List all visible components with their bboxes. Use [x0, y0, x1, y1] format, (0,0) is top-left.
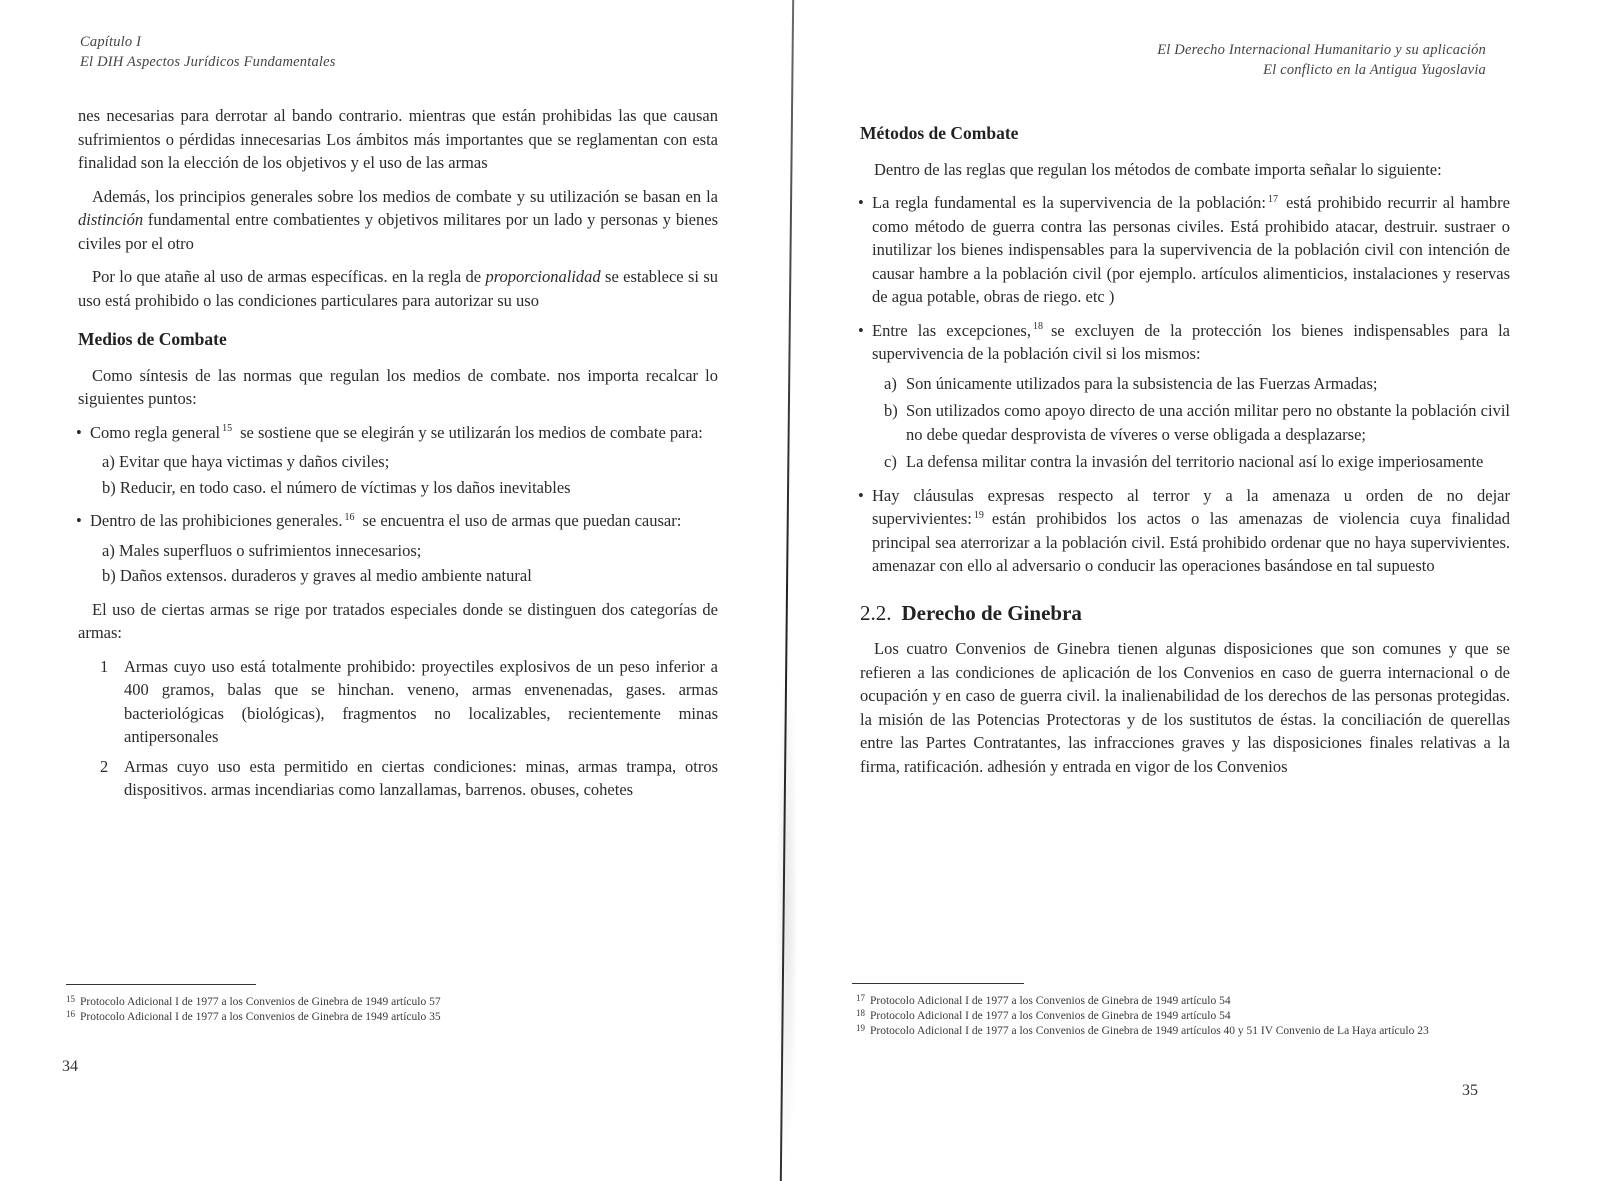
sub-item [884, 450, 1510, 474]
footnote [856, 1009, 1496, 1024]
text: están prohibidos los actos o las amenazas de violencia cuya finalidad principal sea aterrorizar a la población civil. Está prohibido ordenar que no haya supervivientes. amenazar con ello al adversario o conducir las operaciones basándose en tal supuesto [872, 509, 1510, 575]
numbered-item [100, 755, 718, 802]
footnote-divider [66, 984, 256, 985]
paragraph: nes necesarias para derrotar al bando contrario. mientras que están prohibidas las que causan sufrimientos o pérdidas innecesarias Los ámbitos más importantes que se reglamentan con esta finalidad son la elección de los objetivos y el uso de las armas [78, 106, 718, 172]
text: Dentro de las prohibiciones generales. [90, 511, 343, 530]
book-title: El Derecho Internacional Humanitario y su aplicación [1157, 42, 1486, 58]
text: Además, los principios generales sobre los medios de combate y su utilización se basan en la [92, 186, 718, 206]
footnote-text: Protocolo Adicional I de 1977 a los Convenios de Ginebra de 1949 artículos 40 y 51 IV Convenio de La Haya artículo 23 [870, 1025, 1429, 1037]
item-marker: c) [884, 452, 897, 471]
footnote-divider [852, 983, 1024, 984]
section-intro: Dentro de las reglas que regulan los métodos de combate importa señalar lo siguiente: [874, 159, 1442, 179]
footnote-text: Protocolo Adicional I de 1977 a los Convenios de Ginebra de 1949 artículo 54 [870, 995, 1231, 1007]
left-running-head [80, 32, 336, 72]
paragraph-distincion [78, 185, 718, 256]
bullet-item [860, 319, 1510, 474]
text: Son únicamente utilizados para la subsistencia de las Fuerzas Armadas; [906, 373, 1378, 393]
chapter-title: El DIH Aspectos Jurídicos Fundamentales [80, 54, 336, 70]
section-heading-ginebra [860, 602, 1510, 626]
text: Entre las excepciones, [872, 320, 1031, 340]
text: Armas cuyo uso está totalmente prohibido: proyectiles explosivos de un peso inferior a 400 gramos, balas que se hinchan. veneno, armas envenenadas, gases. armas bacteriológicas (biológicas), fragmentos no localizables, recientemente minas antipersonales [124, 656, 718, 746]
footnote-text: Protocolo Adicional I de 1977 a los Convenios de Ginebra de 1949 artículo 54 [870, 1010, 1231, 1022]
section-heading-medios: Medios de Combate [78, 329, 227, 349]
text: Son utilizados como apoyo directo de una acción militar pero no obstante la población civil no debe quedar desprovista de víveres o verse obligada a desplazarse; [906, 401, 1510, 444]
footnote-ref[interactable]: 16 [344, 511, 355, 523]
text: se encuentra el uso de armas que puedan causar: [362, 511, 682, 530]
right-running-head [1157, 40, 1486, 80]
section-heading-metodos: Métodos de Combate [860, 123, 1019, 143]
text: fundamental entre combatientes y objetivos militares por un lado y personas y bienes civiles por el otro [78, 210, 718, 253]
footnote-ref[interactable]: 17 [1267, 193, 1278, 205]
bullet-item [78, 421, 718, 500]
footnote-ref[interactable]: 18 [1032, 321, 1043, 332]
sub-item: b) Daños extensos. duraderos y graves al medio ambiente natural [102, 566, 532, 585]
book-subtitle: El conflicto en la Antigua Yugoslavia [1263, 62, 1486, 78]
section-title: Derecho de Ginebra [901, 600, 1082, 625]
left-body [78, 104, 718, 808]
footnote-number: 18 [856, 1008, 865, 1018]
sub-item: b) Reducir, en todo caso. el número de víctimas y los daños inevitables [102, 477, 571, 497]
item-marker: b) [884, 401, 898, 420]
footnote-ref[interactable]: 15 [222, 423, 233, 434]
section-number: 2.2. [860, 600, 892, 625]
bullet-list [860, 191, 1510, 578]
bullet-item [860, 484, 1510, 578]
item-marker: 2 [100, 756, 109, 776]
text: Hay cláusulas expresas respecto al terror y a la amenaza u orden de no dejar supervivientes: [872, 485, 1510, 528]
footnote [66, 995, 586, 1010]
paragraph-proporcionalidad [78, 265, 718, 312]
sub-item [884, 372, 1510, 396]
footnote-text: Protocolo Adicional I de 1977 a los Convenios de Ginebra de 1949 artículo 57 [80, 996, 441, 1008]
emphasis-term: proporcionalidad [485, 267, 601, 286]
right-body [860, 106, 1510, 788]
section-intro: Como síntesis de las normas que regulan los medios de combate. nos importa recalcar lo siguientes puntos: [78, 365, 718, 408]
item-marker: 1 [100, 656, 109, 676]
text: Armas cuyo uso esta permitido en ciertas condiciones: minas, armas trampa, otros dispositivos. armas incendiarias como lanzallamas, barrenos. obuses, cohetes [124, 756, 718, 799]
numbered-item [100, 655, 718, 749]
text: está prohibido recurrir al hambre como método de guerra contra las personas civiles. Está prohibido atacar, destruir. sustraer o inutilizar los bienes indispensables para la supervivencia de la población civil con intención de causar hambre a la población civil (por ejemplo. artículos alimenticios, instalaciones y reservas de agua potable, obras de riego. etc ) [872, 193, 1510, 306]
footnote [856, 1024, 1496, 1039]
footnote-number: 17 [856, 993, 865, 1003]
text: se sostiene que se elegirán y se utilizarán los medios de combate para: [240, 422, 703, 442]
item-marker: a) [884, 373, 897, 393]
bullet-item [78, 509, 718, 588]
left-page [0, 0, 785, 1181]
footnotes [66, 995, 586, 1025]
text: La defensa militar contra la invasión del territorio nacional así lo exige imperiosamente [906, 452, 1484, 471]
page-number: 34 [62, 1058, 78, 1075]
chapter-label: Capítulo I [80, 34, 142, 50]
text: se excluyen de la protección los bienes indispensables para la supervivencia de la población civil si los mismos: [872, 320, 1511, 363]
sub-list [90, 450, 718, 499]
sub-item: a) Evitar que haya victimas y daños civiles; [102, 452, 390, 471]
text: Por lo que atañe al uso de armas específicas. en la regla de [92, 267, 486, 286]
page-number: 35 [1462, 1082, 1478, 1099]
text: La regla fundamental es la supervivencia de la población: [872, 193, 1266, 212]
bullet-item [860, 191, 1510, 309]
text: Como regla general [90, 422, 221, 442]
right-page [792, 0, 1600, 1181]
footnote-ref[interactable]: 19 [973, 509, 984, 521]
footnote-number: 15 [66, 994, 75, 1004]
footnote [66, 1010, 586, 1025]
footnote-number: 16 [66, 1009, 75, 1019]
bullet-list [78, 421, 718, 588]
emphasis-term: distinción [78, 210, 144, 229]
paragraph: Los cuatro Convenios de Ginebra tienen algunas disposiciones que son comunes y que se refieren a las condiciones de aplicación de los Convenios en caso de guerra internacional o de ocupación y en caso de guerra civil. la inalienabilidad de los derechos de las personas protegidas. la misión de las Potencias Protectoras y de los sustitutos de éstas. la conciliación de querellas entre las Partes Contratantes, las infracciones graves y las disposiciones finales relativas a la firma, ratificación. adhesión y entrada en vigor de los Convenios [860, 639, 1510, 776]
footnotes [856, 994, 1496, 1039]
footnote-text: Protocolo Adicional I de 1977 a los Convenios de Ginebra de 1949 artículo 35 [80, 1011, 441, 1023]
numbered-list [78, 655, 718, 802]
paragraph: El uso de ciertas armas se rige por tratados especiales donde se distinguen dos categorías de armas: [78, 599, 718, 642]
sub-item: a) Males superfluos o sufrimientos innecesarios; [102, 540, 422, 560]
sub-list [872, 372, 1510, 474]
sub-list [90, 539, 718, 588]
footnote [856, 994, 1496, 1009]
text: se establece si su uso está prohibido o las condiciones particulares para autorizar su uso [78, 267, 718, 310]
footnote-number: 19 [856, 1023, 865, 1033]
sub-item [884, 399, 1510, 446]
